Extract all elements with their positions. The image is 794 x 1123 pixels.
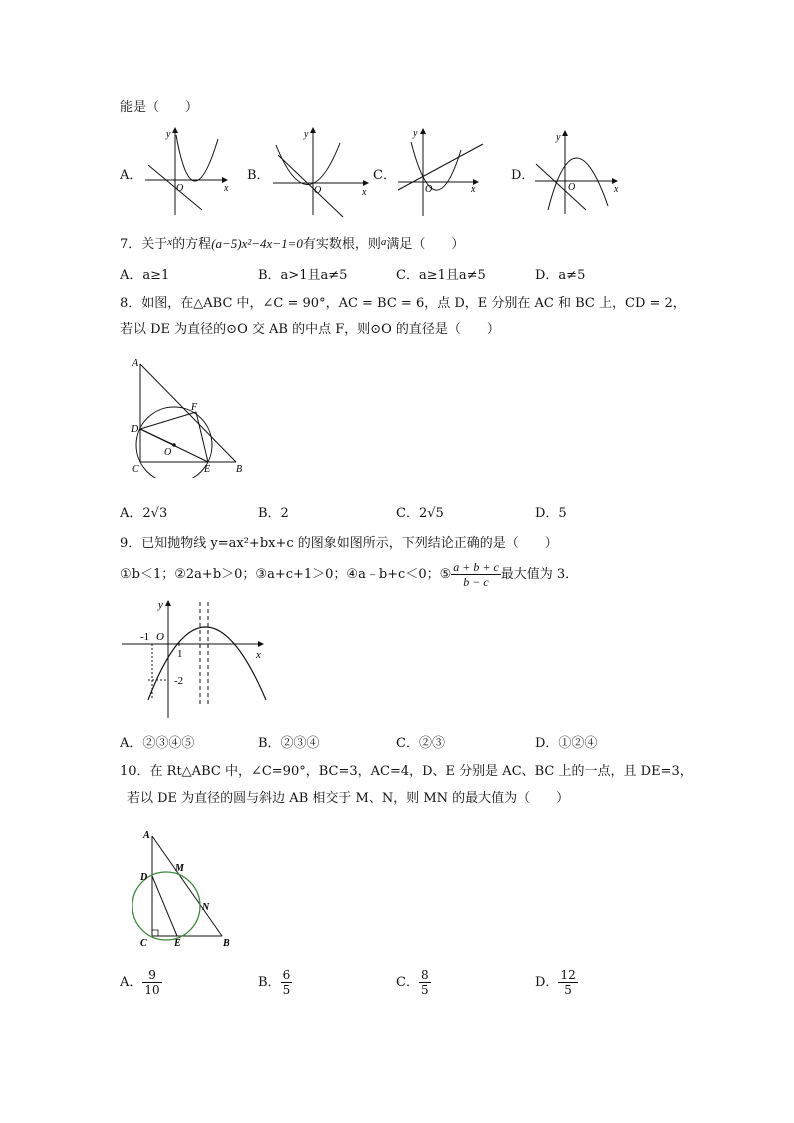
denominator: 10 <box>144 983 160 997</box>
denominator: 5 <box>420 983 429 997</box>
q6-option-d-label: D． <box>511 168 535 183</box>
q7-option-a: A．a≥1 <box>120 268 170 283</box>
numerator: 9 <box>142 968 161 983</box>
origin-label: O <box>176 183 184 194</box>
q9-fraction <box>451 560 501 589</box>
label-neg-one: -1 <box>140 631 150 643</box>
axis-y-label: y <box>304 129 309 140</box>
q7-var-a: a <box>380 236 387 248</box>
label-e: E <box>204 464 211 475</box>
axis-y-label: y <box>158 599 163 611</box>
q8-option-c: C．2√5 <box>396 506 444 521</box>
label-a: A <box>143 830 150 841</box>
q9-option-d: D．①②④ <box>535 736 598 751</box>
q9-stem-line2 <box>120 560 578 589</box>
label-d: D <box>131 424 139 435</box>
label-n: N <box>202 902 210 913</box>
q8-figure <box>124 350 254 478</box>
numerator: 8 <box>420 968 429 982</box>
q10-option-c-fraction <box>419 968 431 997</box>
q8-stem-line1: 8．如图，在△ABC 中，∠C = 90°，AC = BC = 6，点 D，E 分别在 AC 和 BC 上，CD = 2， <box>120 296 686 311</box>
axis-x-label: x <box>614 184 619 195</box>
q7-stem <box>120 233 464 252</box>
q10-option-b-fraction <box>281 968 293 997</box>
label-m: M <box>175 863 184 874</box>
q7-stem-part1: 7．关于 <box>120 237 168 252</box>
q10-option-d-label: D． <box>535 975 559 990</box>
q6-graph-a <box>140 125 230 220</box>
q7-stem-part3: 有实数根，则 <box>302 237 381 252</box>
origin-label: O <box>314 185 322 196</box>
q7-stem-part2: 的方程 <box>172 237 212 252</box>
q10-option-a-fraction <box>142 968 161 997</box>
numerator: 6 <box>282 968 291 982</box>
q9-option-b: B．②③④ <box>258 736 320 751</box>
q9-conditions: ①b＜1；②2a+b＞0；③a+c+1＞0；④a﹣b+c＜0；⑤ <box>120 567 452 582</box>
q8-option-b: B．2 <box>258 506 289 521</box>
q10-figure <box>132 824 242 952</box>
q7-option-d: D．a≠5 <box>535 268 586 283</box>
q10-stem-line2: 若以 DE 为直径的圆与斜边 AB 相交于 M、N，则 MN 的最大值为（ ） <box>127 791 570 806</box>
q10-option-d-fraction <box>558 968 577 997</box>
q10-option-d <box>535 968 578 997</box>
label-c: C <box>132 464 139 475</box>
label-f: F <box>191 402 198 413</box>
q10-option-c-label: C． <box>396 975 419 990</box>
q7-var-x: x <box>167 236 173 248</box>
q9-option-a: A．②③④⑤ <box>120 736 195 751</box>
numerator: 12 <box>560 968 576 982</box>
q10-option-a-label: A． <box>120 975 143 990</box>
label-e: E <box>174 938 181 949</box>
q6-graph-c <box>393 122 488 220</box>
q7-stem-part4: 满足（ ） <box>386 237 465 252</box>
q10-option-b-label: B． <box>258 975 281 990</box>
q7-equation: (a−5)x²−4x−1=0 <box>211 236 303 251</box>
question-6-tail: 能是（ ） <box>120 100 199 115</box>
denominator: 5 <box>564 983 572 997</box>
axis-x-label: x <box>471 184 476 195</box>
axis-x-label: x <box>362 187 367 198</box>
axis-y-label: y <box>413 128 418 139</box>
q6-graph-d <box>530 128 625 220</box>
q10-option-c <box>396 968 431 997</box>
axis-y-label: y <box>166 129 171 140</box>
q8-option-d: D．5 <box>535 506 567 521</box>
label-c: C <box>140 938 147 949</box>
q10-option-b <box>258 968 292 997</box>
q9-fraction-denominator: b − c <box>463 575 489 589</box>
axis-y-label: y <box>556 132 561 143</box>
q6-option-c-label: C． <box>373 168 396 183</box>
q6-graph-b <box>268 125 373 220</box>
label-a: A <box>132 358 139 369</box>
axis-x-label: x <box>224 183 229 194</box>
label-neg-two: -2 <box>174 675 184 687</box>
label-b: B <box>223 938 230 949</box>
origin-label: O <box>425 184 433 195</box>
label-o: O <box>164 447 172 458</box>
q7-option-b: B．a>1且a≠5 <box>258 268 348 283</box>
q7-option-c: C．a≥1且a≠5 <box>396 268 486 283</box>
q9-option-c: C．②③ <box>396 736 445 751</box>
denominator: 5 <box>282 983 291 997</box>
q9-fraction-numerator: a + b + c <box>453 560 499 574</box>
q9-figure <box>118 596 270 720</box>
q10-stem-line1: 10．在 Rt△ABC 中，∠C=90°，BC=3，AC=4，D、E 分别是 AC、BC 上的一点，且 DE=3， <box>120 764 693 779</box>
q9-stem-line1: 9．已知抛物线 y=ax²+bx+c 的图象如图所示，下列结论正确的是（ ） <box>120 536 558 551</box>
origin-label: O <box>568 182 576 193</box>
q6-option-b-label: B． <box>247 168 270 183</box>
q8-stem-line2: 若以 DE 为直径的⊙O 交 AB 的中点 F，则⊙O 的直径是（ ） <box>120 322 500 337</box>
label-one: 1 <box>177 648 183 660</box>
q10-option-a <box>120 968 162 997</box>
q6-option-a-label: A． <box>120 168 143 183</box>
axis-x-label: x <box>256 649 261 661</box>
q8-option-a: A．2√3 <box>120 506 168 521</box>
origin-label: O <box>156 631 164 643</box>
label-b: B <box>236 464 243 475</box>
label-d: D <box>140 872 148 883</box>
q9-conclusion: 最大值为 3． <box>500 567 579 582</box>
